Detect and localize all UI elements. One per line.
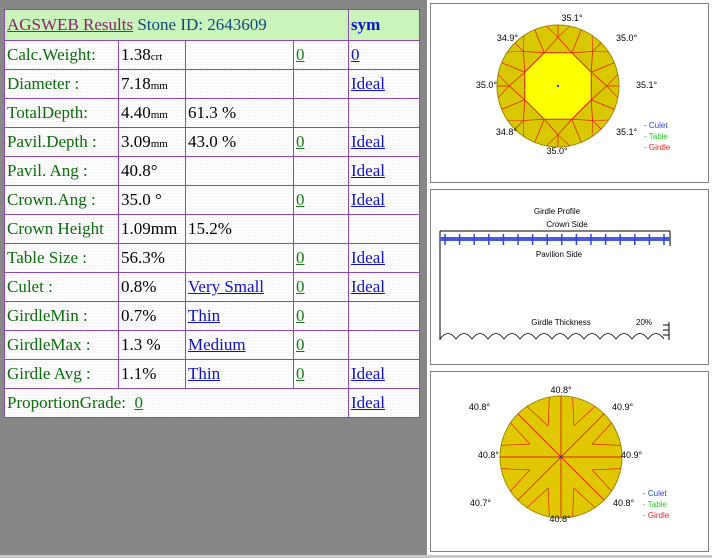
row-grade-cell xyxy=(294,157,349,186)
row-value-cell xyxy=(119,360,186,389)
row-sym-cell xyxy=(349,273,420,302)
row-value-cell xyxy=(119,215,186,244)
crown-angle-left: 35.0° xyxy=(476,80,498,90)
row-grade-link[interactable]: 0 xyxy=(296,248,305,267)
row-value-cell xyxy=(119,128,186,157)
row-grade-link[interactable]: 0 xyxy=(296,306,305,325)
row-value: 40.8° xyxy=(121,161,158,180)
crown-culet-dot xyxy=(557,85,559,87)
row-sym-link[interactable]: Ideal xyxy=(351,190,385,209)
stone-id-value: 2643609 xyxy=(207,15,267,34)
row-sym-cell xyxy=(349,186,420,215)
results-header xyxy=(5,10,349,41)
pavilion-angle-bottom: 40.8° xyxy=(549,514,571,524)
row-sym-link[interactable]: Ideal xyxy=(351,364,385,383)
crown-angle-right: 35.1° xyxy=(636,80,658,90)
row-grade-link[interactable]: 0 xyxy=(296,190,305,209)
row-desc-cell xyxy=(186,273,294,302)
girdle-profile-title: Girdle Profile xyxy=(534,207,581,216)
girdle-profile-panel xyxy=(427,186,712,368)
results-rows xyxy=(5,41,420,389)
row-desc-cell xyxy=(186,186,294,215)
row-value: 1.1% xyxy=(121,364,156,383)
row-sym-link[interactable]: Ideal xyxy=(351,161,385,180)
crown-diagram-panel xyxy=(427,0,712,186)
row-value: 1.3 % xyxy=(121,335,161,354)
result-row xyxy=(5,99,420,128)
crown-legend-girdle: - Girdle xyxy=(644,143,671,152)
result-row xyxy=(5,215,420,244)
row-desc-cell xyxy=(186,302,294,331)
row-desc-cell xyxy=(186,331,294,360)
row-label-pavil-ang: Pavil. Ang : xyxy=(5,157,119,186)
row-grade-cell xyxy=(294,331,349,360)
row-value-cell xyxy=(119,331,186,360)
row-desc-cell xyxy=(186,157,294,186)
crown-legend-culet: - Culet xyxy=(644,121,668,130)
row-value-cell xyxy=(119,273,186,302)
pavilion-legend-girdle: - Girdle xyxy=(643,511,670,520)
pavilion-angle-top-right: 40.9° xyxy=(612,402,634,412)
row-label-diameter: Diameter : xyxy=(5,70,119,99)
proportion-sym-cell xyxy=(349,389,420,418)
row-desc-link[interactable]: Very Small xyxy=(188,277,264,296)
row-value: 0.8% xyxy=(121,277,156,296)
crown-angle-top: 35.1° xyxy=(561,13,583,23)
row-desc-cell xyxy=(186,360,294,389)
result-row xyxy=(5,302,420,331)
crown-legend-table: - Table xyxy=(644,132,668,141)
girdle-pavilion-side-label: Pavilion Side xyxy=(536,250,583,259)
row-sym-cell xyxy=(349,99,420,128)
crown-angle-bottom-left: 34.8° xyxy=(496,127,518,137)
row-desc: 61.3 % xyxy=(188,103,236,122)
pavilion-angle-right: 40.9° xyxy=(621,450,643,460)
pavilion-angle-left: 40.8° xyxy=(478,450,500,460)
row-grade-cell xyxy=(294,128,349,157)
results-title[interactable]: AGSWEB Results xyxy=(7,15,133,34)
row-value: 0.7% xyxy=(121,306,156,325)
results-table xyxy=(4,9,420,418)
crown-angle-bottom: 35.0° xyxy=(546,146,568,156)
row-sym-cell xyxy=(349,70,420,99)
result-row xyxy=(5,244,420,273)
girdle-thickness-label: Girdle Thickness xyxy=(531,318,590,327)
result-row xyxy=(5,360,420,389)
crown-diagram xyxy=(431,4,710,184)
row-sym-link[interactable]: Ideal xyxy=(351,248,385,267)
row-grade-cell xyxy=(294,186,349,215)
result-row xyxy=(5,128,420,157)
row-label-crown-ang: Crown.Ang : xyxy=(5,186,119,215)
row-label-calc-weight: Calc.Weight: xyxy=(5,41,119,70)
row-grade-cell xyxy=(294,360,349,389)
row-sym-link[interactable]: Ideal xyxy=(351,74,385,93)
girdle-crown-side-label: Crown Side xyxy=(546,220,588,229)
row-grade-cell xyxy=(294,99,349,128)
row-value: 3.09 xyxy=(121,132,151,151)
row-label-totaldepth: TotalDepth: xyxy=(5,99,119,128)
row-unit: mm xyxy=(151,138,168,150)
row-label-girdlemax: GirdleMax : xyxy=(5,331,119,360)
result-row xyxy=(5,157,420,186)
row-desc: 15.2% xyxy=(188,219,232,238)
row-grade-link[interactable]: 0 xyxy=(296,364,305,383)
girdle-profile-diagram xyxy=(431,190,710,366)
row-sym-cell xyxy=(349,157,420,186)
row-grade-cell xyxy=(294,273,349,302)
girdle-scale xyxy=(663,322,669,340)
row-value-cell xyxy=(119,41,186,70)
pavilion-angle-bottom-left: 40.7° xyxy=(470,498,492,508)
row-sym-cell xyxy=(349,244,420,273)
row-grade-cell xyxy=(294,41,349,70)
crown-angle-top-right: 35.0° xyxy=(616,33,638,43)
row-label-girdle-avg: Girdle Avg : xyxy=(5,360,119,389)
crown-angle-top-left: 34.9° xyxy=(497,33,519,43)
row-label-pavil-depth: Pavil.Depth : xyxy=(5,128,119,157)
sym-header: sym xyxy=(349,10,420,41)
girdle-thickness-wave xyxy=(440,334,664,340)
row-grade-cell xyxy=(294,302,349,331)
row-value-cell xyxy=(119,186,186,215)
pavilion-angle-top: 40.8° xyxy=(550,385,572,395)
row-desc-link[interactable]: Medium xyxy=(188,335,246,354)
row-grade-link[interactable]: 0 xyxy=(296,277,305,296)
row-unit: crt xyxy=(151,51,163,63)
crown-angle-bottom-right: 35.1° xyxy=(616,127,638,137)
row-label-girdlemin: GirdleMin : xyxy=(5,302,119,331)
results-header-row xyxy=(5,10,420,41)
row-label-crown-height: Crown Height xyxy=(5,215,119,244)
proportion-row xyxy=(5,389,420,418)
row-unit: mm xyxy=(151,80,168,92)
row-value-cell xyxy=(119,157,186,186)
row-grade-link[interactable]: 0 xyxy=(296,132,305,151)
row-sym-cell xyxy=(349,215,420,244)
row-value: 56.3% xyxy=(121,248,165,267)
row-grade-cell xyxy=(294,244,349,273)
stone-id-label: Stone ID: xyxy=(137,15,203,34)
row-unit: mm xyxy=(151,109,168,121)
pavilion-legend-culet: - Culet xyxy=(643,489,667,498)
row-desc-link[interactable]: Thin xyxy=(188,306,220,325)
pavilion-legend-table: - Table xyxy=(643,500,667,509)
pavilion-angle-top-left: 40.8° xyxy=(469,402,491,412)
proportion-cell xyxy=(5,389,349,418)
row-value: 35.0 ° xyxy=(121,190,162,209)
row-desc-link[interactable]: Thin xyxy=(188,364,220,383)
row-sym-link[interactable]: 0 xyxy=(351,45,360,64)
row-value-cell xyxy=(119,302,186,331)
pavilion-angle-bottom-right: 40.8° xyxy=(613,498,635,508)
row-sym-cell xyxy=(349,41,420,70)
result-row xyxy=(5,70,420,99)
row-sym-link[interactable]: Ideal xyxy=(351,132,385,151)
result-row xyxy=(5,186,420,215)
row-value: 1.38 xyxy=(121,45,151,64)
row-value: 4.40 xyxy=(121,103,151,122)
row-sym-cell xyxy=(349,302,420,331)
row-sym-cell xyxy=(349,331,420,360)
pavilion-culet-dot xyxy=(560,456,563,459)
row-desc: 43.0 % xyxy=(188,132,236,151)
row-grade-link[interactable]: 0 xyxy=(296,45,305,64)
row-grade-cell xyxy=(294,215,349,244)
proportion-grade-link[interactable]: 0 xyxy=(134,393,143,412)
pavilion-diagram-panel xyxy=(427,368,712,555)
row-sym-cell xyxy=(349,128,420,157)
row-grade-link[interactable]: 0 xyxy=(296,335,305,354)
result-row xyxy=(5,41,420,70)
row-value: 7.18 xyxy=(121,74,151,93)
row-sym-cell xyxy=(349,360,420,389)
row-value-cell xyxy=(119,70,186,99)
girdle-thickness-percent: 20% xyxy=(636,318,652,327)
result-row xyxy=(5,331,420,360)
row-value: 1.09mm xyxy=(121,219,177,238)
row-label-culet: Culet : xyxy=(5,273,119,302)
result-row xyxy=(5,273,420,302)
row-desc-cell xyxy=(186,244,294,273)
row-desc-cell xyxy=(186,215,294,244)
row-label-table-size: Table Size : xyxy=(5,244,119,273)
row-grade-cell xyxy=(294,70,349,99)
row-desc-cell xyxy=(186,99,294,128)
row-value-cell xyxy=(119,244,186,273)
row-value-cell xyxy=(119,99,186,128)
row-sym-link[interactable]: Ideal xyxy=(351,277,385,296)
pavilion-diagram xyxy=(431,372,710,553)
proportion-label: ProportionGrade: xyxy=(7,393,126,412)
proportion-sym-link[interactable]: Ideal xyxy=(351,393,385,412)
row-desc-cell xyxy=(186,128,294,157)
row-desc-cell xyxy=(186,70,294,99)
row-desc-cell xyxy=(186,41,294,70)
